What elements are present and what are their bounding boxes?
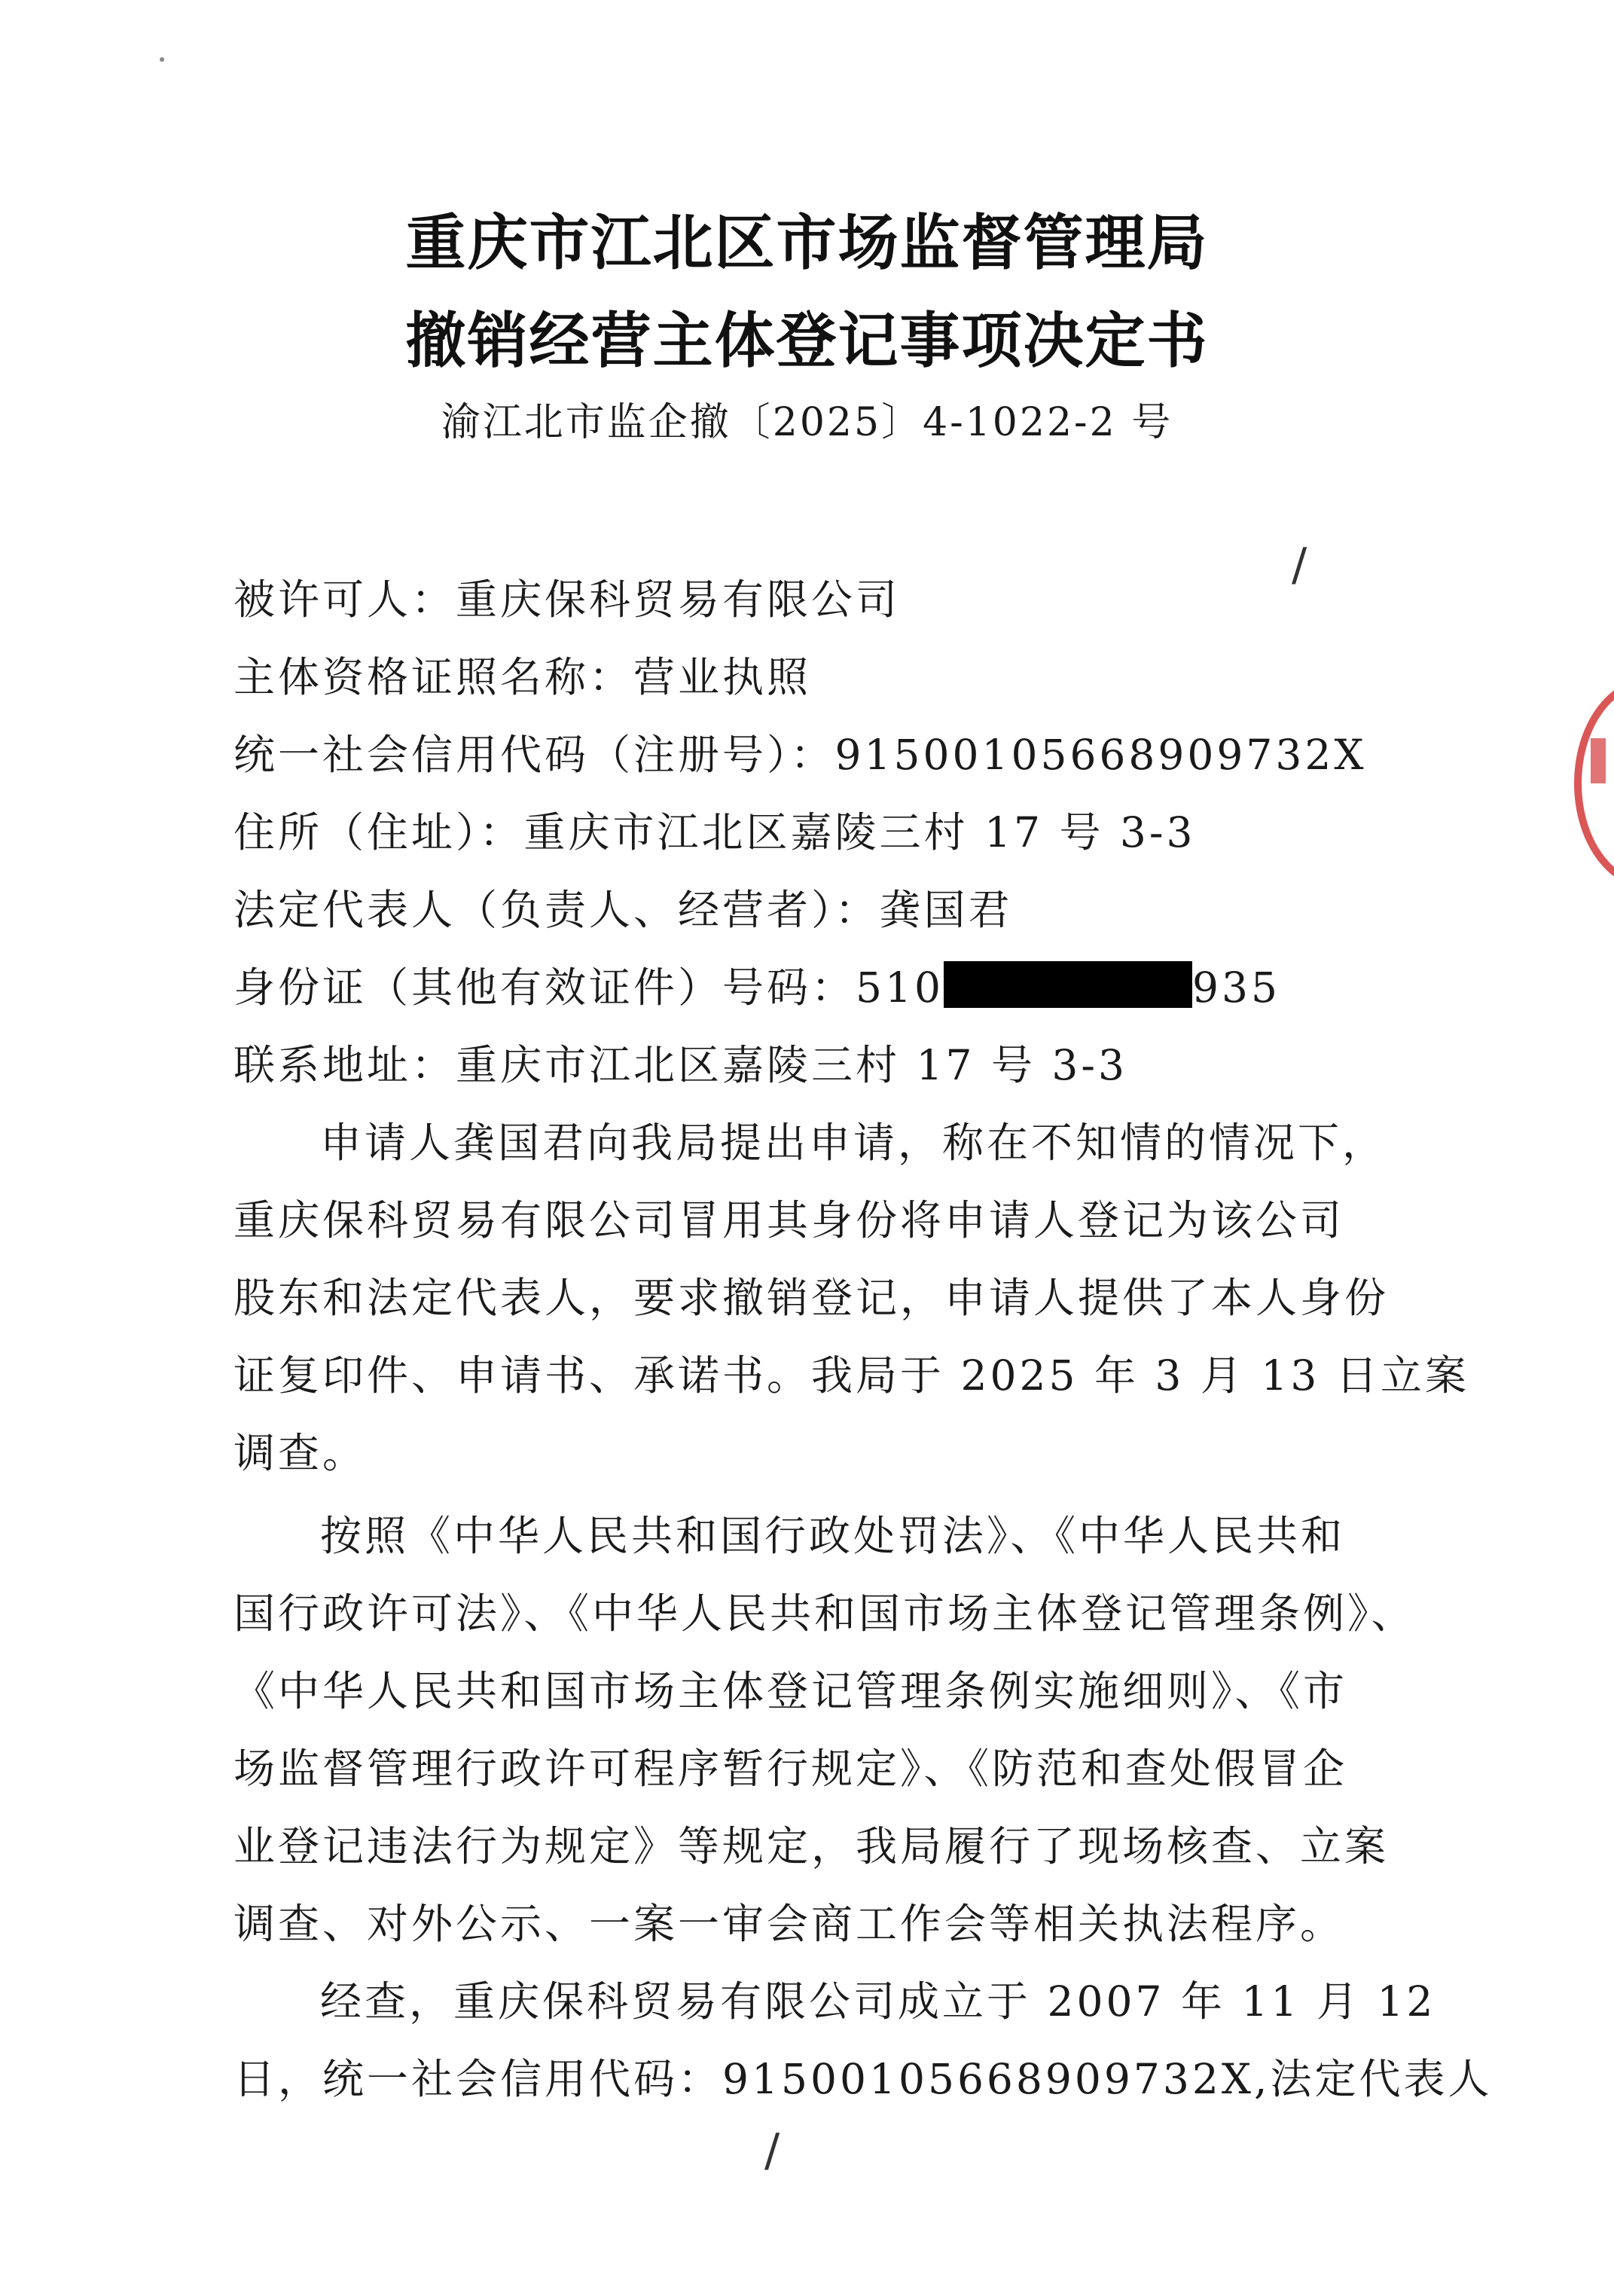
body-line: 经查，重庆保科贸易有限公司成立于 2007 年 11 月 12 — [320, 1977, 1436, 2026]
body-line: 申请人龚国君向我局提出申请，称在不知情的情况下， — [320, 1119, 1387, 1167]
contact-address-line: 联系地址：重庆市江北区嘉陵三村 17 号 3-3 — [233, 1041, 1128, 1089]
body-line: 证复印件、申请书、承诺书。我局于 2025 年 3 月 13 日立案 — [233, 1351, 1469, 1400]
handwritten-mark-top: / — [1292, 539, 1307, 591]
body-line: 日，统一社会信用代码：91500105668909732X,法定代表人 — [233, 2055, 1493, 2103]
scan-speck — [160, 57, 164, 62]
license-name-line: 主体资格证照名称：营业执照 — [233, 653, 812, 701]
official-seal-fragment — [1591, 738, 1606, 783]
id-number-suffix: 935 — [1191, 963, 1280, 1012]
body-line: 按照《中华人民共和国行政处罚法》、《中华人民共和 — [320, 1512, 1346, 1560]
id-number-line — [233, 954, 1280, 1014]
body-line: 业登记违法行为规定》等规定，我局履行了现场核查、立案 — [233, 1822, 1390, 1870]
body-line: 《中华人民共和国市场主体登记管理条例实施细则》、《市 — [233, 1667, 1348, 1715]
body-line: 国行政许可法》、《中华人民共和国市场主体登记管理条例》、 — [233, 1589, 1416, 1638]
body-line: 股东和法定代表人，要求撤销登记，申请人提供了本人身份 — [233, 1274, 1390, 1322]
handwritten-mark-bottom: / — [764, 2124, 780, 2177]
address-line: 住所（住址）：重庆市江北区嘉陵三村 17 号 3-3 — [233, 808, 1196, 856]
body-line: 调查、对外公示、一案一审会商工作会等相关执法程序。 — [233, 1900, 1345, 1948]
document-number: 渝江北市监企撤〔2025〕4-1022-2 号 — [441, 400, 1173, 445]
redaction-bar — [944, 961, 1192, 1008]
body-line: 调查。 — [233, 1429, 368, 1477]
body-line: 重庆保科贸易有限公司冒用其身份将申请人登记为该公司 — [233, 1196, 1345, 1244]
legal-rep-line: 法定代表人（负责人、经营者）：龚国君 — [233, 886, 1013, 934]
document-title-line1: 重庆市江北区市场监督管理局 — [405, 208, 1209, 278]
body-line: 场监督管理行政许可程序暂行规定》、《防范和查处假冒企 — [233, 1745, 1348, 1793]
credit-code-line: 统一社会信用代码（注册号）：91500105668909732X — [233, 731, 1367, 779]
official-seal-stamp — [1574, 678, 1614, 889]
document-title-line2: 撤销经营主体登记事项决定书 — [405, 306, 1209, 376]
id-number-prefix: 身份证（其他有效证件）号码：510 — [233, 963, 944, 1012]
licensee-line: 被许可人：重庆保科贸易有限公司 — [233, 576, 901, 624]
